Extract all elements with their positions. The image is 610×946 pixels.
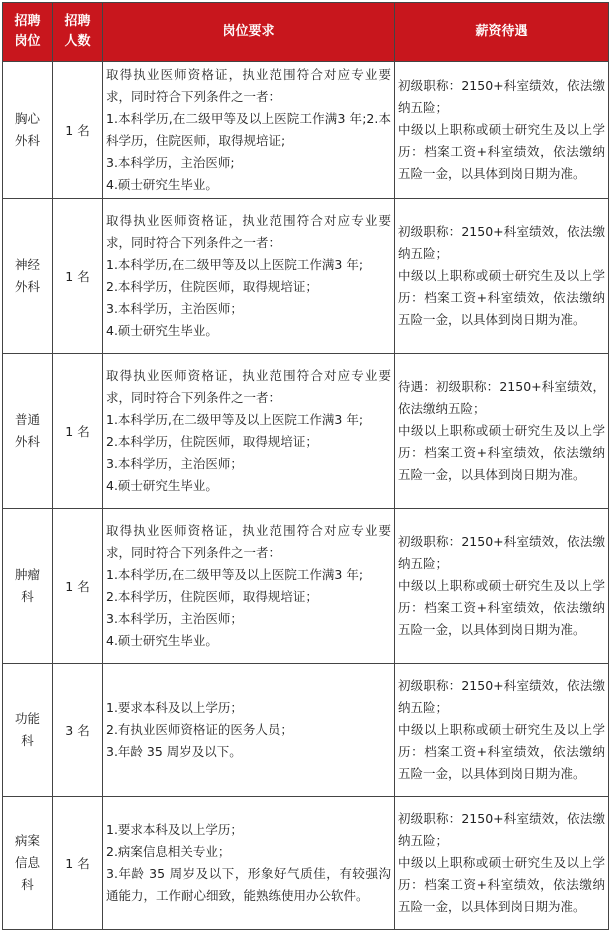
post-name: 普通 外科: [3, 354, 53, 509]
post-count: 3 名: [53, 664, 103, 797]
salary-cell: [395, 354, 609, 509]
requirement-line: 2.有执业医师资格证的医务人员；: [106, 722, 293, 737]
salary-cell: [395, 664, 609, 797]
requirement-line: 4.硕士研究生毕业。: [106, 177, 218, 192]
requirement-line: 3.本科学历，主治医师;: [106, 155, 235, 170]
salary-line: 中级以上职称或硕士研究生及以上学历：档案工资+科室绩效，依法缴纳五险一金，以具体到岗日期为准。: [398, 423, 605, 482]
requirement-line: 3.本科学历，主治医师；: [106, 611, 243, 626]
header-salary: 薪资待遇: [395, 3, 609, 62]
requirement-line: 2.病案信息相关专业；: [106, 844, 231, 859]
header-row: [3, 3, 609, 62]
salary-line: 中级以上职称或硕士研究生及以上学历：档案工资+科室绩效，依法缴纳五险一金，以具体到岗日期为准。: [398, 122, 605, 181]
requirement-line: 取得执业医师资格证，执业范围符合对应专业要求，同时符合下列条件之一者：: [106, 368, 391, 405]
requirements-cell: [103, 797, 395, 930]
salary-line: 初级职称：2150+科室绩效，依法缴纳五险；: [398, 534, 605, 571]
requirement-line: 4.硕士研究生毕业。: [106, 323, 218, 338]
salary-line: 初级职称：2150+科室绩效，依法缴纳五险；: [398, 78, 605, 115]
salary-line: 初级职称：2150+科室绩效，依法缴纳五险；: [398, 811, 605, 848]
requirement-line: 1.本科学历,在二级甲等及以上医院工作满3 年;: [106, 257, 364, 272]
requirement-line: 1.本科学历,在二级甲等及以上医院工作满3 年;: [106, 567, 364, 582]
requirement-line: 3.年龄 35 周岁及以下，形象好气质佳，有较强沟通能力，工作耐心细致，能熟练使用办公软件。: [106, 866, 391, 903]
salary-cell: [395, 797, 609, 930]
table-row: [3, 354, 609, 509]
requirements-cell: [103, 199, 395, 354]
requirement-line: 2.本科学历，住院医师，取得规培证；: [106, 279, 318, 294]
salary-cell: [395, 509, 609, 664]
post-count: 1 名: [53, 509, 103, 664]
post-name: 神经 外科: [3, 199, 53, 354]
requirements-cell: [103, 62, 395, 199]
post-count: 1 名: [53, 199, 103, 354]
requirements-cell: [103, 354, 395, 509]
table-row: [3, 797, 609, 930]
salary-line: 中级以上职称或硕士研究生及以上学历：档案工资+科室绩效，依法缴纳五险一金，以具体到岗日期为准。: [398, 578, 605, 637]
requirement-line: 3.本科学历，主治医师；: [106, 301, 243, 316]
requirement-line: 1.要求本科及以上学历；: [106, 822, 243, 837]
salary-cell: [395, 62, 609, 199]
post-name: 功能 科: [3, 664, 53, 797]
requirement-line: 2.本科学历，住院医师，取得规培证；: [106, 434, 318, 449]
requirement-line: 3.年龄 35 周岁及以下。: [106, 744, 242, 759]
requirement-line: 1.本科学历,在二级甲等及以上医院工作满3 年;2.本科学历，住院医师，取得规培证;: [106, 111, 391, 148]
post-count: 1 名: [53, 62, 103, 199]
salary-line: 待遇：初级职称：2150+科室绩效，依法缴纳五险；: [398, 379, 605, 416]
header-requirements: 岗位要求: [103, 3, 395, 62]
post-name: 肿瘤 科: [3, 509, 53, 664]
requirement-line: 3.本科学历，主治医师；: [106, 456, 243, 471]
requirement-line: 1.本科学历,在二级甲等及以上医院工作满3 年;: [106, 412, 364, 427]
salary-line: 初级职称：2150+科室绩效，依法缴纳五险；: [398, 678, 605, 715]
table-row: [3, 664, 609, 797]
requirement-line: 4.硕士研究生毕业。: [106, 478, 218, 493]
requirements-cell: [103, 509, 395, 664]
recruitment-table: [2, 2, 609, 930]
header-count: 招聘 人数: [53, 3, 103, 62]
salary-line: 中级以上职称或硕士研究生及以上学历：档案工资+科室绩效，依法缴纳五险一金，以具体到岗日期为准。: [398, 268, 605, 327]
salary-line: 初级职称：2150+科室绩效，依法缴纳五险；: [398, 224, 605, 261]
requirements-cell: [103, 664, 395, 797]
table-row: [3, 199, 609, 354]
salary-line: 中级以上职称或硕士研究生及以上学历：档案工资+科室绩效，依法缴纳五险一金，以具体到岗日期为准。: [398, 722, 605, 781]
table-row: [3, 509, 609, 664]
salary-cell: [395, 199, 609, 354]
requirement-line: 2.本科学历，住院医师，取得规培证；: [106, 589, 318, 604]
requirement-line: 取得执业医师资格证，执业范围符合对应专业要求，同时符合下列条件之一者：: [106, 67, 391, 104]
header-post: 招聘 岗位: [3, 3, 53, 62]
requirement-line: 4.硕士研究生毕业。: [106, 633, 218, 648]
post-name: 胸心 外科: [3, 62, 53, 199]
requirement-line: 1.要求本科及以上学历；: [106, 700, 243, 715]
post-count: 1 名: [53, 797, 103, 930]
table-row: [3, 62, 609, 199]
salary-line: 中级以上职称或硕士研究生及以上学历：档案工资+科室绩效，依法缴纳五险一金，以具体到岗日期为准。: [398, 855, 605, 914]
requirement-line: 取得执业医师资格证，执业范围符合对应专业要求，同时符合下列条件之一者：: [106, 523, 391, 560]
requirement-line: 取得执业医师资格证，执业范围符合对应专业要求，同时符合下列条件之一者：: [106, 213, 391, 250]
post-count: 1 名: [53, 354, 103, 509]
post-name: 病案 信息 科: [3, 797, 53, 930]
